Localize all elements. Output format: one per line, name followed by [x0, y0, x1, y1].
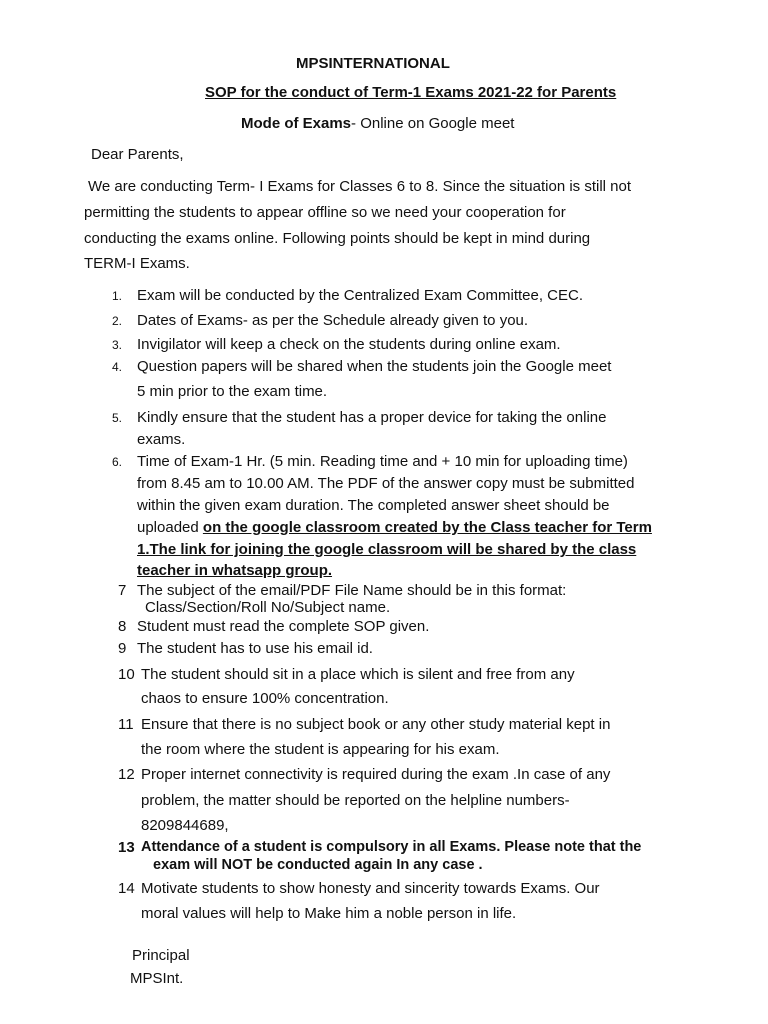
- point-text: The student has to use his email id.: [137, 640, 373, 657]
- point-text: the room where the student is appearing for his exam.: [141, 741, 500, 758]
- salutation: Dear Parents,: [91, 146, 184, 163]
- upload-instruction: on the google classroom created by the Class teacher for Term: [202, 519, 652, 536]
- point-text: Proper internet connectivity is required during the exam .In case of any: [141, 766, 611, 783]
- upload-prefix: uploaded: [137, 519, 203, 536]
- point-text: Class/Section/Roll No/Subject name.: [145, 599, 391, 616]
- point-number: 12: [118, 766, 135, 783]
- mode-of-exams: [241, 115, 514, 133]
- intro-line: conducting the exams online. Following points should be kept in mind during: [84, 230, 591, 247]
- point-text: The subject of the email/PDF File Name should be in this format:: [137, 582, 567, 599]
- point-number: 2.: [112, 314, 123, 328]
- intro-line: TERM-I Exams.: [84, 255, 190, 272]
- signature-org: MPSInt.: [130, 970, 184, 987]
- point-number: 11: [118, 716, 134, 733]
- point-text: problem, the matter should be reported on the helpline numbers-: [141, 792, 570, 809]
- point-number: 9: [118, 640, 127, 657]
- mode-label: Mode of Exams: [241, 115, 352, 132]
- helpline-number: 8209844689,: [141, 817, 229, 834]
- point-text: Time of Exam-1 Hr. (5 min. Reading time and + 10 min for uploading time): [137, 453, 628, 470]
- point-text-bold: exam will NOT be conducted again In any case .: [153, 857, 483, 873]
- point-text: moral values will help to Make him a noble person in life.: [141, 905, 517, 922]
- point-text-bold: Attendance of a student is compulsory in all Exams. Please note that the: [141, 839, 642, 855]
- point-number: 10: [118, 666, 135, 683]
- point-text: Exam will be conducted by the Centralized Exam Committee, CEC.: [137, 287, 584, 304]
- point-number: 4.: [112, 360, 123, 374]
- document-title: SOP for the conduct of Term-1 Exams 2021-22 for Parents: [205, 84, 617, 101]
- point-text: Dates of Exams- as per the Schedule already given to you.: [137, 312, 529, 329]
- point-number: 7: [118, 582, 127, 599]
- mode-value: - Online on Google meet: [351, 115, 515, 132]
- point-text-bold: 1.The link for joining the google classroom will be shared by the class: [137, 541, 637, 558]
- point-text: Invigilator will keep a check on the students during online exam.: [137, 336, 561, 353]
- point-text-bold: teacher in whatsapp group.: [137, 562, 333, 579]
- point-number: 14: [118, 880, 135, 897]
- school-name: MPSINTERNATIONAL: [296, 55, 450, 72]
- point-number: 8: [118, 618, 127, 635]
- signature-title: Principal: [132, 947, 190, 964]
- point-number: 6.: [112, 455, 123, 469]
- point-text: 5 min prior to the exam time.: [137, 383, 328, 400]
- point-text: The student should sit in a place which is silent and free from any: [141, 666, 575, 683]
- point-number: 13: [118, 839, 135, 856]
- point-text: exams.: [137, 431, 186, 448]
- point-text: from 8.45 am to 10.00 AM. The PDF of the answer copy must be submitted: [137, 475, 635, 492]
- intro-line: We are conducting Term- I Exams for Classes 6 to 8. Since the situation is still not: [88, 178, 632, 195]
- point-text: Kindly ensure that the student has a proper device for taking the online: [137, 409, 607, 426]
- point-number: 1.: [112, 289, 123, 303]
- point-text: Motivate students to show honesty and sincerity towards Exams. Our: [141, 880, 600, 897]
- point-text: [137, 519, 652, 537]
- point-number: 5.: [112, 411, 123, 425]
- intro-line: permitting the students to appear offline so we need your cooperation for: [84, 204, 566, 221]
- point-text: Ensure that there is no subject book or any other study material kept in: [141, 716, 611, 733]
- point-text: Question papers will be shared when the students join the Google meet: [137, 358, 612, 375]
- point-text: chaos to ensure 100% concentration.: [141, 690, 389, 707]
- point-text: Student must read the complete SOP given.: [137, 618, 430, 635]
- point-number: 3.: [112, 338, 123, 352]
- point-text: within the given exam duration. The completed answer sheet should be: [137, 497, 610, 514]
